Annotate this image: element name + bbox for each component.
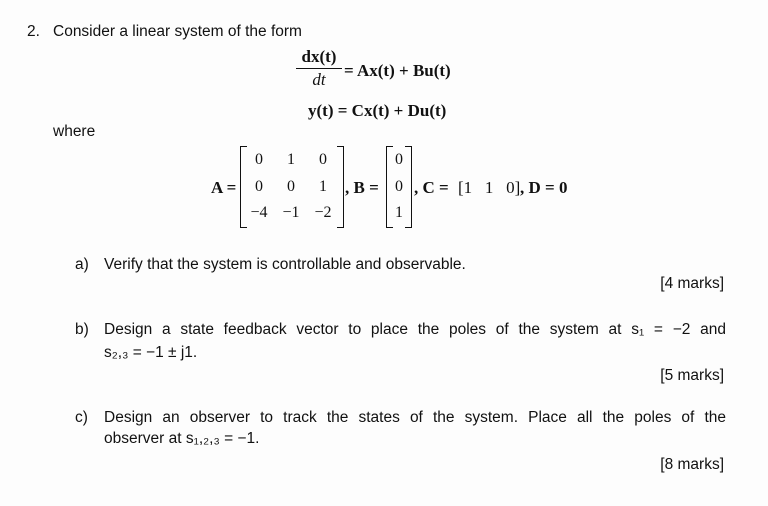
state-equation-rhs: = Ax(t) + Bu(t) [344, 61, 451, 80]
matrix-a-cell: 0 [319, 151, 327, 168]
matrix-a-cell: 1 [319, 178, 327, 195]
question-number: 2. [27, 23, 40, 40]
fraction-bar [296, 68, 342, 69]
matrix-b-cell: 0 [395, 178, 403, 195]
fraction-denominator: dt [312, 70, 326, 89]
part-c-label: c) [75, 409, 88, 426]
part-b-text-line2: s₂,₃ = −1 ± j1. [104, 344, 198, 361]
question-intro: Consider a linear system of the form [53, 23, 302, 40]
part-b-text-line1: Design a state feedback vector to place the poles of the system at s₁ = −2 and [104, 321, 726, 338]
matrix-a-cell: 0 [255, 151, 263, 168]
matrix-d-label: , D = 0 [520, 178, 568, 197]
matrix-c: [1 1 0] [458, 178, 521, 197]
part-c-marks: [8 marks] [660, 456, 724, 473]
matrix-a-cell: 1 [287, 151, 295, 168]
part-b-marks: [5 marks] [660, 367, 724, 384]
matrix-a-cell: 0 [255, 178, 263, 195]
matrix-a-cell: −1 [282, 204, 300, 221]
matrix-a-label: A = [211, 178, 237, 197]
where-label: where [53, 123, 96, 140]
matrix-a [240, 146, 344, 228]
fraction-numerator: dx(t) [301, 47, 337, 66]
matrix-a-cell: 0 [287, 178, 295, 195]
matrix-b [386, 146, 412, 228]
matrix-b-cell: 0 [395, 151, 403, 168]
matrix-b-label: , B = [345, 178, 379, 197]
matrix-b-cell: 1 [395, 204, 403, 221]
part-c-text-line1: Design an observer to track the states of the system. Place all the poles of the [104, 409, 726, 426]
matrix-a-right-bracket [337, 146, 344, 228]
part-a-text: Verify that the system is controllable and observable. [104, 256, 466, 273]
part-a-label: a) [75, 256, 89, 273]
part-b-label: b) [75, 321, 89, 338]
derivative-fraction [296, 47, 342, 89]
part-c-text-line2: observer at s₁,₂,₃ = −1. [104, 430, 260, 447]
output-equation: y(t) = Cx(t) + Du(t) [308, 101, 447, 120]
matrix-a-cell: −2 [314, 204, 332, 221]
part-a-marks: [4 marks] [660, 275, 724, 292]
matrix-c-label: , C = [414, 178, 449, 197]
matrix-a-cell: −4 [250, 204, 268, 221]
